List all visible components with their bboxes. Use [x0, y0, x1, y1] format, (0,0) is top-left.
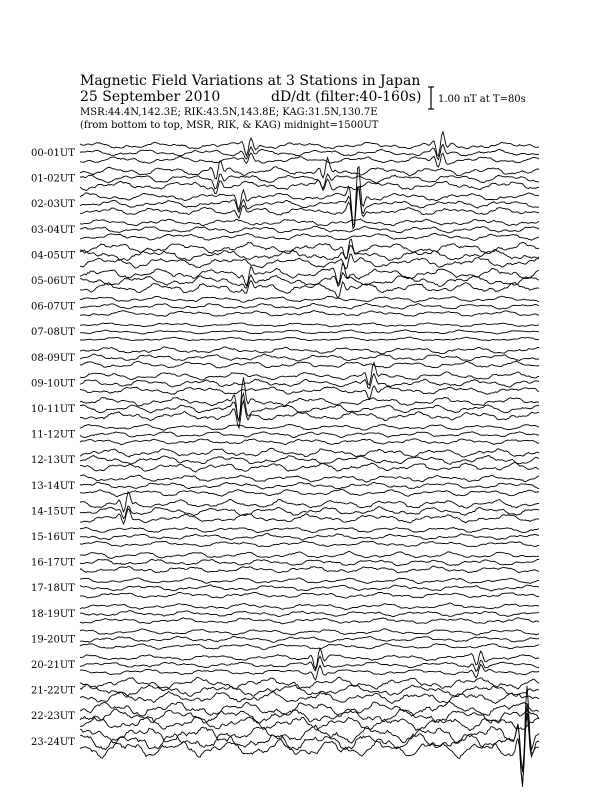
trace-rik — [80, 394, 539, 421]
trace-kag — [80, 219, 539, 226]
trace-kag — [80, 629, 539, 635]
trace-msr — [80, 337, 539, 341]
trace-kag — [80, 448, 539, 457]
hour-label: 01-02UT — [31, 173, 75, 185]
hour-label: 12-13UT — [31, 455, 75, 467]
trace-msr — [80, 692, 539, 704]
trace-kag — [80, 492, 539, 512]
trace-kag — [80, 347, 539, 354]
trace-kag — [80, 527, 539, 532]
trace-rik — [80, 304, 539, 310]
trace-msr — [80, 386, 539, 399]
hour-label: 06-07UT — [31, 301, 75, 313]
trace-msr — [80, 281, 539, 299]
trace-rik — [80, 534, 539, 540]
trace-rik — [80, 354, 539, 361]
trace-msr — [80, 179, 539, 194]
trace-msr — [80, 644, 539, 650]
trace-kag — [80, 603, 539, 609]
hour-label: 05-06UT — [31, 276, 75, 287]
hour-label: 16-17UT — [31, 557, 75, 569]
trace-kag — [80, 578, 539, 584]
chart-date: 25 September 2010 — [80, 89, 221, 105]
hour-label: 17-18UT — [31, 583, 75, 595]
hour-label: 15-16UT — [31, 532, 75, 543]
trace-rik — [80, 482, 539, 489]
trace-rik — [80, 709, 539, 723]
trace-msr — [80, 233, 539, 240]
hour-label: 07-08UT — [31, 327, 75, 339]
trace-kag — [80, 323, 539, 327]
trace-rik — [80, 506, 539, 519]
trace-msr — [80, 439, 539, 445]
trace-msr — [80, 490, 539, 497]
trace-msr — [80, 541, 539, 547]
trace-kag — [80, 552, 539, 559]
hour-label: 19-20UT — [31, 634, 75, 646]
trace-rik — [80, 585, 539, 591]
trace-msr — [80, 462, 539, 472]
trace-msr — [80, 311, 539, 317]
hour-label: 20-21UT — [31, 660, 75, 671]
trace-rik — [80, 455, 539, 464]
hour-label: 22-23UT — [31, 711, 75, 723]
trace-msr — [80, 566, 539, 573]
hour-label: 10-11UT — [31, 404, 75, 415]
hour-rows — [31, 132, 539, 787]
trace-kag — [80, 424, 539, 430]
trace-rik — [80, 174, 539, 189]
hour-label: 02-03UT — [31, 199, 75, 211]
hour-label: 08-09UT — [31, 352, 75, 364]
trace-kag — [80, 677, 539, 689]
trace-rik — [80, 226, 539, 233]
hour-label: 00-01UT — [31, 148, 75, 159]
scale-bar-label: 1.00 nT at T=80s — [438, 94, 526, 105]
hour-label: 23-24UT — [31, 736, 75, 748]
chart-title: Magnetic Field Variations at 3 Stations in Japan — [80, 73, 421, 89]
trace-rik — [80, 684, 539, 696]
hour-label: 09-10UT — [31, 378, 75, 390]
trace-kag — [80, 377, 539, 421]
station-order-note: (from bottom to top, MSR, RIK, & KAG) midnight=1500UT — [80, 120, 379, 131]
hour-label: 04-05UT — [31, 250, 75, 262]
trace-rik — [80, 636, 539, 642]
hour-label: 14-15UT — [31, 506, 75, 518]
hour-label: 11-12UT — [31, 429, 75, 441]
trace-rik — [80, 704, 539, 772]
trace-kag — [80, 475, 539, 482]
trace-rik — [80, 559, 539, 566]
hour-label: 18-19UT — [31, 608, 75, 620]
trace-msr — [80, 618, 539, 624]
trace-rik — [80, 611, 539, 617]
trace-kag — [80, 264, 539, 286]
trace-rik — [80, 432, 539, 438]
chart-quantity: dD/dt (filter:40-160s) — [271, 89, 422, 105]
trace-msr — [80, 361, 539, 368]
trace-kag — [80, 701, 539, 716]
trace-msr — [80, 592, 539, 598]
trace-msr — [80, 401, 539, 428]
station-coordinates: MSR:44.4N,142.3E; RIK:43.5N,143.8E; KAG:31.5N,130.7E — [80, 107, 378, 118]
scale-bar — [428, 87, 526, 109]
trace-kag — [80, 296, 539, 302]
hour-label: 13-14UT — [31, 480, 75, 492]
hour-label: 03-04UT — [31, 224, 75, 236]
trace-rik — [80, 187, 539, 225]
trace-rik — [80, 656, 539, 671]
hour-label: 21-22UT — [31, 685, 75, 697]
trace-rik — [80, 144, 539, 159]
trace-rik — [80, 330, 539, 334]
